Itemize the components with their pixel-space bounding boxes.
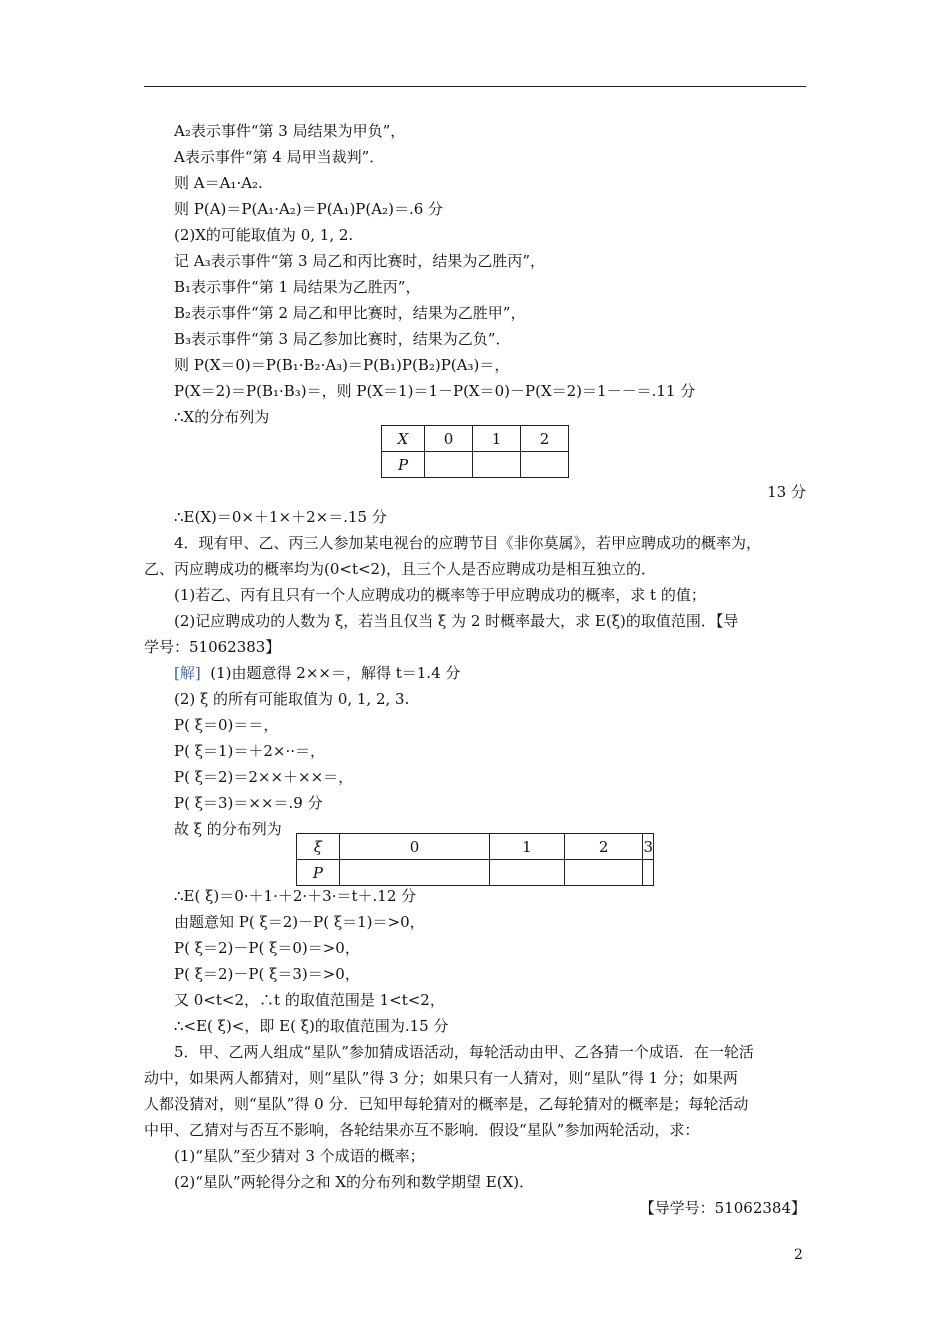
text-line: (2)X的可能取值为 0, 1, 2. [174, 226, 354, 244]
table-cell: 1 [490, 834, 565, 860]
text-line: 记 A₃表示事件“第 3 局乙和丙比赛时，结果为乙胜丙”， [174, 252, 546, 270]
text-line: B₁表示事件“第 1 局结果为乙胜丙”， [174, 278, 421, 296]
solution-line: P( ξ＝2)＝2××＋××＝， [174, 768, 354, 786]
table-row-label: P [297, 860, 340, 886]
question-5-line: 5．甲、乙两人组成“星队”参加猜成语活动，每轮活动由甲、乙各猜一个成语．在一轮活 [174, 1043, 754, 1061]
text-line: 由题意知 P( ξ＝2)－P( ξ＝1)＝>0， [174, 913, 425, 931]
question-4-line: (2)记应聘成功的人数为 ξ，若当且仅当 ξ 为 2 时概率最大，求 E(ξ)的取值范围．【导 [174, 612, 739, 630]
distribution-table-x [381, 425, 569, 478]
solution-line: P( ξ＝3)＝××＝.9 分 [174, 794, 323, 812]
page-number: 2 [794, 1247, 803, 1263]
table-cell [473, 452, 521, 478]
score-label: 13 分 [767, 483, 806, 501]
solution-line: P( ξ＝0)＝＝， [174, 716, 279, 734]
distribution-table-xi [296, 833, 654, 886]
question-5-line: (2)“星队”两轮得分之和 X的分布列和数学期望 E(X)． [174, 1173, 535, 1191]
text-line: B₃表示事件“第 3 局乙参加比赛时，结果为乙负”． [174, 330, 511, 348]
solution-line: 故 ξ 的分布列为 [174, 820, 282, 838]
table-cell: 0 [425, 426, 473, 452]
question-4-line: 乙、丙应聘成功的概率均为(0<t<2)，且三个人是否应聘成功是相互独立的． [144, 560, 656, 578]
solution-line: (2) ξ 的所有可能取值为 0, 1, 2, 3. [174, 690, 410, 708]
table-cell [490, 860, 565, 886]
table-cell [643, 860, 654, 886]
text-line: 又 0<t<2，∴t 的取值范围是 1<t<2， [174, 991, 445, 1009]
text-line: A₂表示事件“第 3 局结果为甲负”， [174, 122, 406, 140]
table-cell: 3 [643, 834, 654, 860]
table-cell: 1 [473, 426, 521, 452]
text-line: P( ξ＝2)－P( ξ＝0)＝>0， [174, 939, 360, 957]
question-5-line: 动中，如果两人都猜对，则“星队”得 3 分；如果只有一人猜对，则“星队”得 1 分；如果两 [144, 1069, 738, 1087]
solution-text: (1)由题意得 2××＝，解得 t＝1.4 分 [210, 664, 461, 682]
solution-line: P( ξ＝1)＝＋2×··＝， [174, 742, 326, 760]
table-cell: 2 [521, 426, 569, 452]
table-cell: 2 [564, 834, 643, 860]
question-4-line: (1)若乙、丙有且只有一个人应聘成功的概率等于甲应聘成功的概率，求 t 的值； [174, 586, 706, 604]
text-line: ∴E( ξ)＝0·＋1·＋2·＋3·＝t＋.12 分 [174, 887, 417, 905]
text-line: ∴X的分布列为 [174, 408, 270, 426]
text-line: 则 P(A)＝P(A₁·A₂)＝P(A₁)P(A₂)＝.6 分 [174, 200, 444, 218]
text-line: ∴<E( ξ)<，即 E( ξ)的取值范围为.15 分 [174, 1017, 449, 1035]
table-cell [521, 452, 569, 478]
question-5-line: (1)“星队”至少猜对 3 个成语的概率； [174, 1147, 425, 1165]
question-5-line: 中甲、乙猜对与否互不影响，各轮结果亦互不影响．假设“星队”参加两轮活动，求： [144, 1121, 700, 1139]
solution-line [174, 661, 460, 685]
solution-label: [解] [174, 664, 201, 682]
text-line: P( ξ＝2)－P( ξ＝3)＝>0， [174, 965, 360, 983]
table-header-label: ξ [297, 834, 340, 860]
question-5-line: 人都没猜对，则“星队”得 0 分．已知甲每轮猜对的概率是，乙每轮猜对的概率是；每轮活动 [144, 1095, 749, 1113]
text-line: 则 A＝A₁·A₂. [174, 174, 263, 192]
text-line: B₂表示事件“第 2 局乙和甲比赛时，结果为乙胜甲”， [174, 304, 526, 322]
question-4-line: 学号：51062383】 [144, 638, 281, 656]
text-line: A表示事件“第 4 局甲当裁判”． [174, 148, 385, 166]
table-cell [339, 860, 489, 886]
header-rule [144, 86, 806, 87]
guide-number: 【导学号：51062384】 [639, 1199, 806, 1217]
text-line: P(X＝2)＝P(B₁·B₃)＝，则 P(X＝1)＝1－P(X＝0)－P(X＝2)＝1－－＝.11 分 [174, 382, 696, 400]
question-4-line: 4．现有甲、乙、丙三人参加某电视台的应聘节目《非你莫属》，若甲应聘成功的概率为， [174, 534, 762, 552]
table-row-label: P [382, 452, 425, 478]
table-header-label: X [382, 426, 425, 452]
text-line: 则 P(X＝0)＝P(B₁·B₂·A₃)＝P(B₁)P(B₂)P(A₃)＝， [174, 356, 510, 374]
text-line: ∴E(X)＝0×＋1×＋2×＝.15 分 [174, 508, 387, 526]
table-cell [564, 860, 643, 886]
table-cell [425, 452, 473, 478]
table-cell: 0 [339, 834, 489, 860]
